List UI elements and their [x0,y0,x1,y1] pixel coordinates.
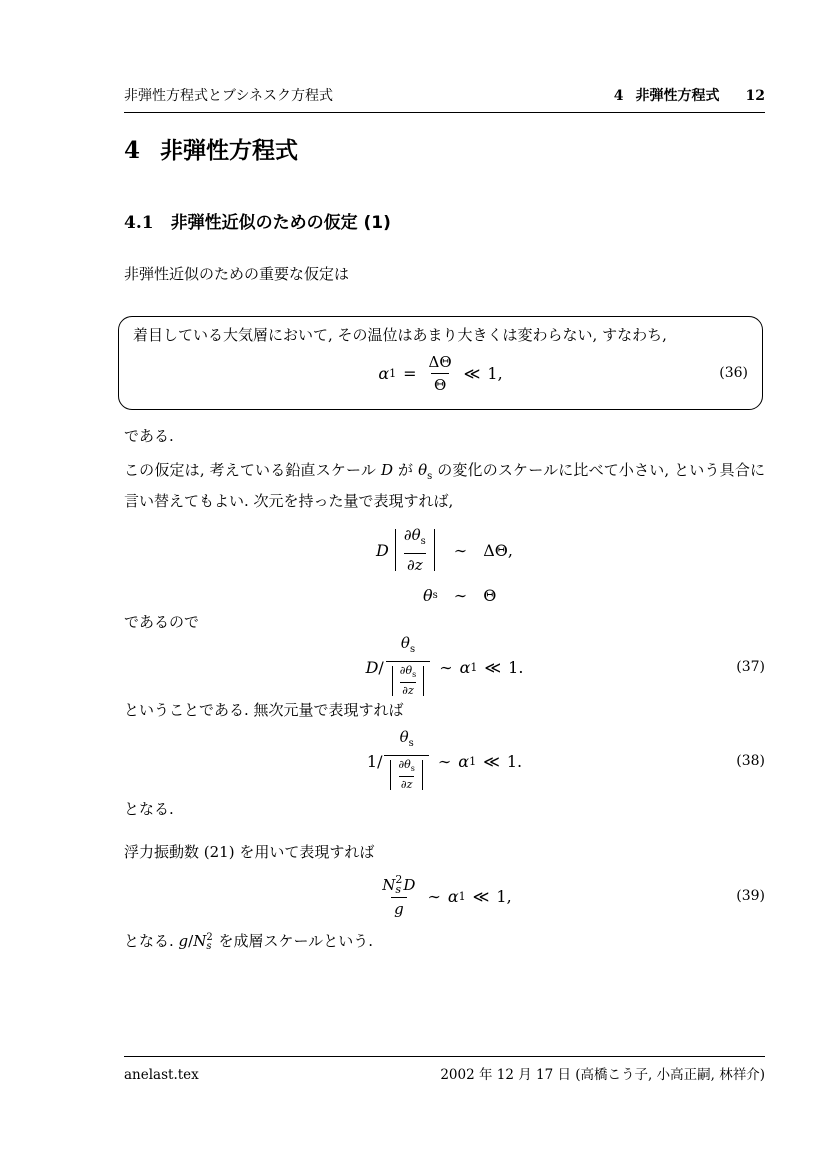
footer-filename: anelast.tex [124,1067,199,1083]
inner-fraction: $\frac{\partial\theta_s}{\partial z}$ [398,758,415,792]
equation-36 [133,347,748,399]
fraction: $\frac{\Delta\Theta}{\Theta}$ [428,352,452,394]
abs-bar [392,666,393,696]
equation-tag: (39) [736,888,765,904]
abs-bar [390,760,391,790]
header-section-title: 非弾性方程式 [635,88,720,104]
inline-var-theta: θ [418,461,428,479]
section-heading [124,136,298,166]
paragraph-assumption-explained: この仮定は, 考えている鉛直スケール D が $\theta_s$ の変化のスケールに比べて小さい, という具合に言い替えてもよい. 次元を持った量で表現すれば, [124,461,765,510]
header-right [614,86,765,106]
paragraph-stratification-scale: となる. g/N 2 s を成層スケールという. [124,932,373,952]
scale-row1-relation: ∼ [453,540,468,560]
abs-bar [395,529,396,571]
abs-bar [422,760,423,790]
scale-row1-lhs: D $\frac{\partial\theta_s}{\partial z}$ [376,526,438,574]
subsection-heading [124,211,391,235]
fraction: N 2 s D g [382,872,416,918]
equation-39 [124,868,765,924]
fraction: $\frac{\theta_s}{\frac{\partial\theta_s}{\partial z}}$ [386,634,430,700]
scale-row2-rhs: Θ [483,586,497,605]
paragraph-toiukoto: ということである. 無次元量で表現すれば [124,701,404,719]
subsection-title: 非弾性近似のための仮定 (1) [170,213,391,233]
equation-tag: (37) [736,659,765,675]
paragraph-buoyancy: 浮力振動数 (21) を用いて表現すれば [124,843,375,861]
sup-sub-stack: 2 s [395,872,403,896]
assumption-box [118,316,763,410]
inline-var-g: g [178,932,189,950]
paragraph-tonaru-1: となる. [124,800,174,818]
abs-bar [434,529,435,571]
equation-39-math: N 2 s D g ∼ α 1 ≪ 1, [377,875,511,918]
page-header [124,86,765,113]
page-content [124,0,765,1169]
inline-var-N: N [193,932,207,950]
scale-row2-lhs: θ s [423,586,438,605]
header-running-title: 非弾性方程式とブシネスク方程式 [124,88,334,104]
equation-36-math: α 1 = $\frac{\Delta\Theta}{\Theta}$ ≪ 1, [378,352,503,394]
paragraph-dearunode: であるので [124,613,200,631]
fraction: $\frac{\partial\theta_s}{\partial z}$ [403,526,426,574]
subsection-number: 4.1 [124,213,154,233]
assumption-box-text: 着目している大気層において, その温位はあまり大きくは変わらない, すなわち, [133,326,667,344]
section-number: 4 [124,137,141,164]
footer-date-authors: 2002 年 12 月 17 日 (高橋こう子, 小高正嗣, 林祥介) [440,1067,765,1083]
sup-sub-stack: 2 s [206,932,213,952]
header-page-number: 12 [745,88,765,104]
scale-row2-relation: ∼ [453,586,468,605]
page-footer [124,1056,765,1085]
paragraph-dearu: である. [124,427,174,445]
inner-fraction: $\frac{\partial\theta_s}{\partial z}$ [399,664,417,698]
equation-38-math: 1 / $\frac{\theta_s}{\frac{\partial\theta_s}{\partial z}}$ ∼ α 1 ≪ 1. [367,728,522,794]
equation-37-math: D / $\frac{\theta_s}{\frac{\partial\theta_s}{\partial z}}$ ∼ α 1 ≪ 1. [366,634,524,700]
section-title: 非弾性方程式 [160,138,299,164]
scale-row1-rhs: ΔΘ, [483,540,513,560]
equation-38 [124,730,765,792]
fraction: $\frac{\theta_s}{\frac{\partial\theta_s}{\partial z}}$ [384,728,428,794]
inline-var-D: D [381,461,394,479]
paragraph-intro: 非弾性近似のための重要な仮定は [124,265,350,283]
abs-bar [423,666,424,696]
equation-tag: (38) [736,753,765,769]
scale-relations [124,526,765,605]
header-section-number: 4 [613,88,624,104]
equation-37 [124,636,765,698]
equation-tag: (36) [719,365,748,381]
